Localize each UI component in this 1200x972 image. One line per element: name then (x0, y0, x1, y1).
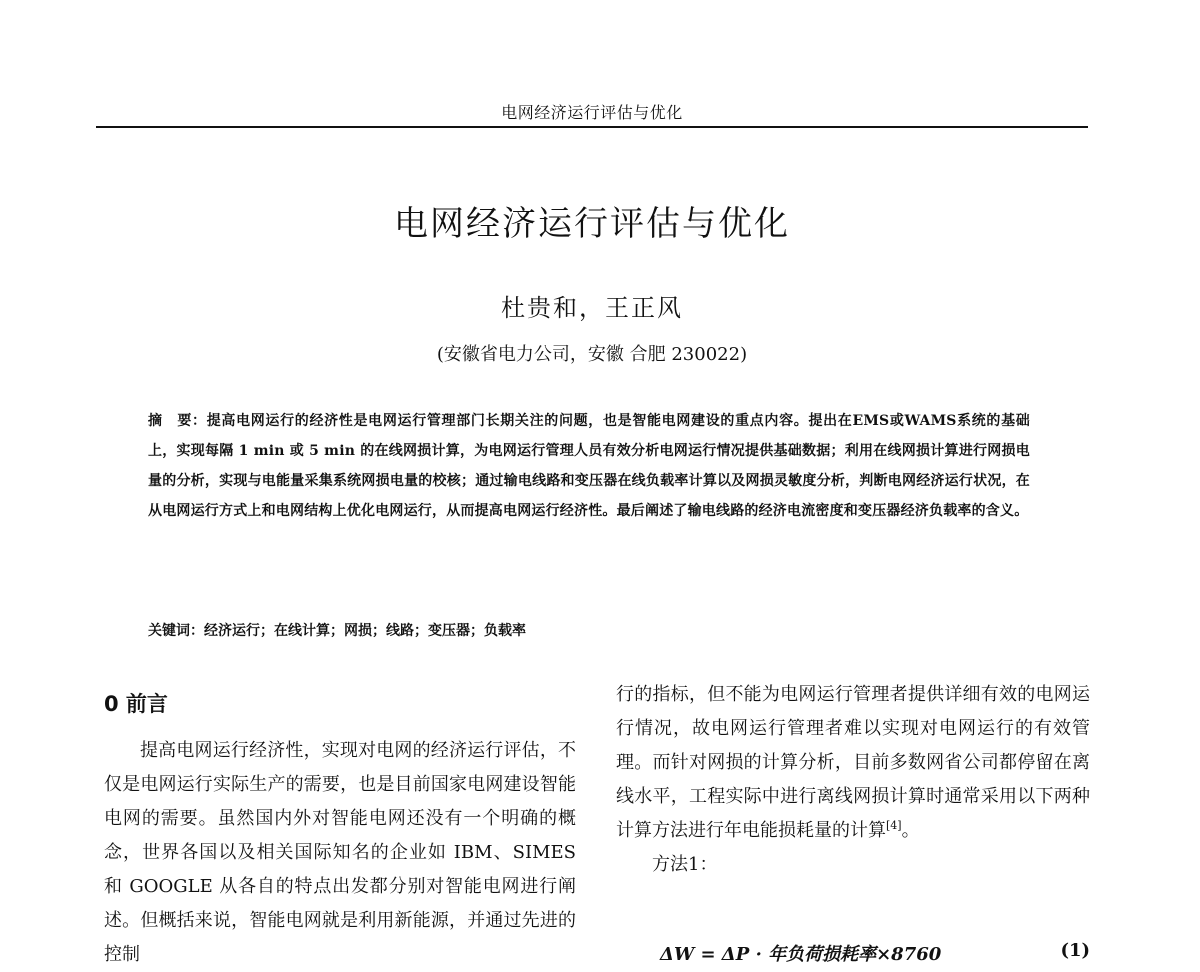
citation-ref: [4] (886, 819, 902, 832)
keywords-label: 关键词： (148, 623, 204, 639)
right-paragraph-end: 。 (901, 820, 920, 841)
keywords-text: 经济运行；在线计算；网损；线路；变压器；负载率 (204, 623, 526, 639)
right-column-paragraph (616, 678, 1090, 848)
keywords-block (148, 616, 1030, 646)
left-column-paragraph: 提高电网运行经济性，实现对电网的经济运行评估，不仅是电网运行实际生产的需要，也是目前国家电网建设智能电网的需要。虽然国内外对智能电网还没有一个明确的概念，世界各国以及相关国际知名的企业如 IBM、SIMES 和 GOOGLE 从各自的特点出发都分别对智能电网进行阐述。但概括来说，智能电网就是利用新能源，并通过先进的控制 (104, 740, 576, 965)
article-title: 电网经济运行评估与优化 (394, 204, 790, 244)
right-column (616, 678, 1090, 952)
abstract-block (148, 406, 1030, 526)
article-affiliation: (安徽省电力公司，安徽 合肥 230022) (436, 344, 748, 365)
abstract-text: 提高电网运行的经济性是电网运行管理部门长期关注的问题，也是智能电网建设的重点内容。提出在EMS或WAMS系统的基础上，实现每隔 1 min 或 5 min 的在线网损计算，为电网运行管理人员有效分析电网运行情况提供基础数据；利用在线网损计算进行网损电量的分析，实现与电能量采集系统网损电量的校核；通过输电线路和变压器在线负载率计算以及网损灵敏度分析，判断电网经济运行状况，在从电网运行方式上和电网结构上优化电网运行，从而提高电网运行经济性。最后阐述了输电线路的经济电流密度和变压器经济负载率的含义。 (148, 413, 1030, 519)
method-label: 方法1： (652, 854, 718, 875)
formula-text: ΔW = ΔP · 年负荷损耗率×8760 (660, 944, 942, 965)
abstract-label: 摘 要： (148, 413, 207, 429)
right-paragraph-text: 行的指标，但不能为电网运行管理者提供详细有效的电网运行情况，故电网运行管理者难以实现对电网运行的有效管理。而针对网损的计算分析，目前多数网省公司都停留在离线水平，工程实际中进行离线网损计算时通常采用以下两种计算方法进行年电能损耗量的计算 (616, 684, 1090, 841)
formula-row (660, 940, 1090, 966)
formula-number: (1) (1060, 940, 1090, 961)
section-heading-preface: 0 前言 (104, 692, 168, 716)
running-head: 电网经济运行评估与优化 (501, 103, 683, 122)
article-authors: 杜贵和，王正风 (501, 294, 683, 322)
header-rule (96, 126, 1088, 128)
left-column (104, 734, 576, 965)
